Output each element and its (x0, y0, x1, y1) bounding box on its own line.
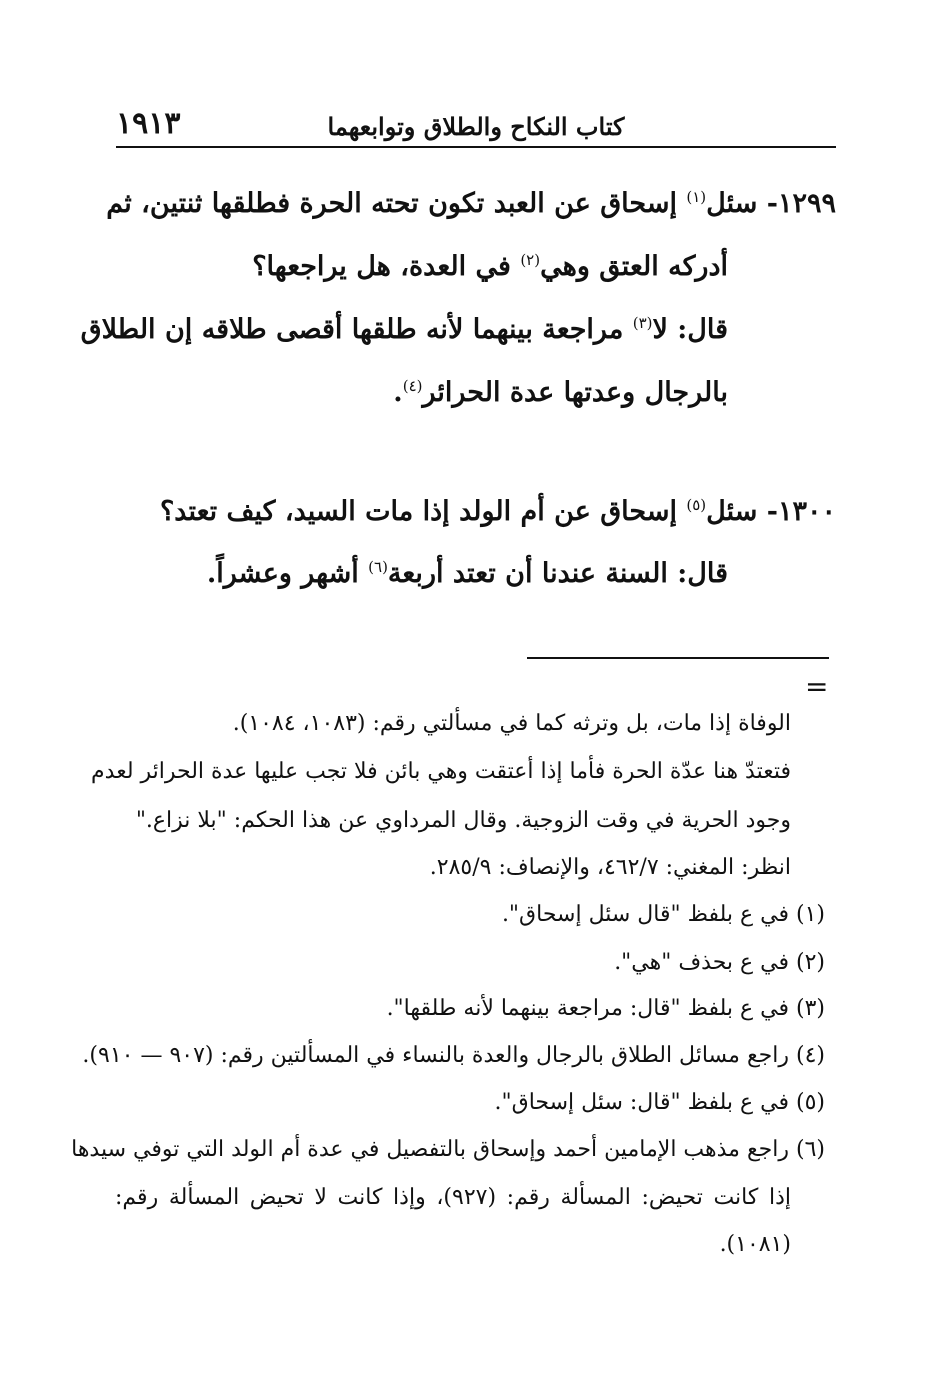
footnote-6-line-1: (٦) راجع مذهب الإمامين أحمد وإسحاق بالتفصيل في عدة أم الولد التي توفي سيدها (71, 1137, 825, 1162)
footnote-marker: (٥) (686, 496, 707, 514)
footnote-continuation-line-2: فتعتدّ هنا عدّة الحرة فأما إذا أعتقت وهي بائن فلا تجب عليها عدة الحرائر لعدم (91, 759, 791, 784)
footnote-continuation-line-3: وجود الحرية في وقت الزوجية. وقال المرداوي عن هذا الحكم: "بلا نزاع." (135, 808, 791, 833)
footnote-4: (٤) راجع مسائل الطلاق بالرجال والعدة بالنساء في المسألتين رقم: (٩٠٧ — ٩١٠). (82, 1043, 825, 1068)
footnote-marker: (٤) (402, 377, 423, 395)
issue-1300-line-2: قال: السنة عندنا أن تعتد أربعة$^{(٦)}$ أشهر وعشراً. (206, 558, 728, 589)
running-title: كتاب النكاح والطلاق وتوابعهما (327, 112, 625, 141)
footnote-marker: (١) (686, 188, 707, 206)
issue-1299-line-3: قال: لا$^{(٣)}$ مراجعة بينهما لأنه طلقها أقصى طلاقه إن الطلاق (80, 314, 728, 345)
footnote-marker: (٣) (632, 314, 653, 332)
footnote-continuation-mark: = (805, 670, 829, 703)
footnote-marker: (٦) (368, 558, 388, 576)
footnote-5: (٥) في ع بلفظ "قال: سئل إسحاق". (494, 1090, 825, 1115)
footnote-6-line-3: (١٠٨١). (719, 1232, 791, 1257)
footnote-3: (٣) في ع بلفظ "قال: مراجعة بينهما لأنه طلقها". (386, 996, 825, 1021)
footnote-6-line-2: إذا كانت تحيض: المسألة رقم: (٩٢٧)، وإذا كانت لا تحيض المسألة رقم: (115, 1185, 791, 1210)
footnote-2: (٢) في ع بحذف "هي". (614, 950, 825, 975)
issue-1300-line-1: ١٣٠٠- سئل$^{(٥)}$ إسحاق عن أم الولد إذا مات السيد، كيف تعتد؟ (159, 496, 836, 527)
footnote-divider (527, 657, 829, 659)
issue-1299-line-2: أدركه العتق وهي$^{(٢)}$ في العدة، هل يراجعها؟ (252, 251, 728, 282)
footnote-continuation-line-4: انظر: المغني: ٤٦٢/٧، والإنصاف: ٢٨٥/٩. (429, 855, 791, 880)
page-header (116, 104, 836, 148)
footnote-1: (١) في ع بلفظ "قال سئل إسحاق". (501, 902, 825, 927)
issue-1299-line-1: ١٢٩٩- سئل$^{(١)}$ إسحاق عن العبد تكون تحته الحرة فطلقها ثنتين، ثم (106, 188, 836, 219)
footnote-continuation-line-1: الوفاة إذا مات، بل وترثه كما في مسألتي رقم: (١٠٨٣، ١٠٨٤). (232, 711, 791, 736)
footnote-marker: (٢) (520, 251, 541, 269)
issue-1299-line-4: بالرجال وعدتها عدة الحرائر$^{(٤)}$. (393, 377, 728, 408)
page-number: ١٩١٣ (116, 106, 181, 141)
